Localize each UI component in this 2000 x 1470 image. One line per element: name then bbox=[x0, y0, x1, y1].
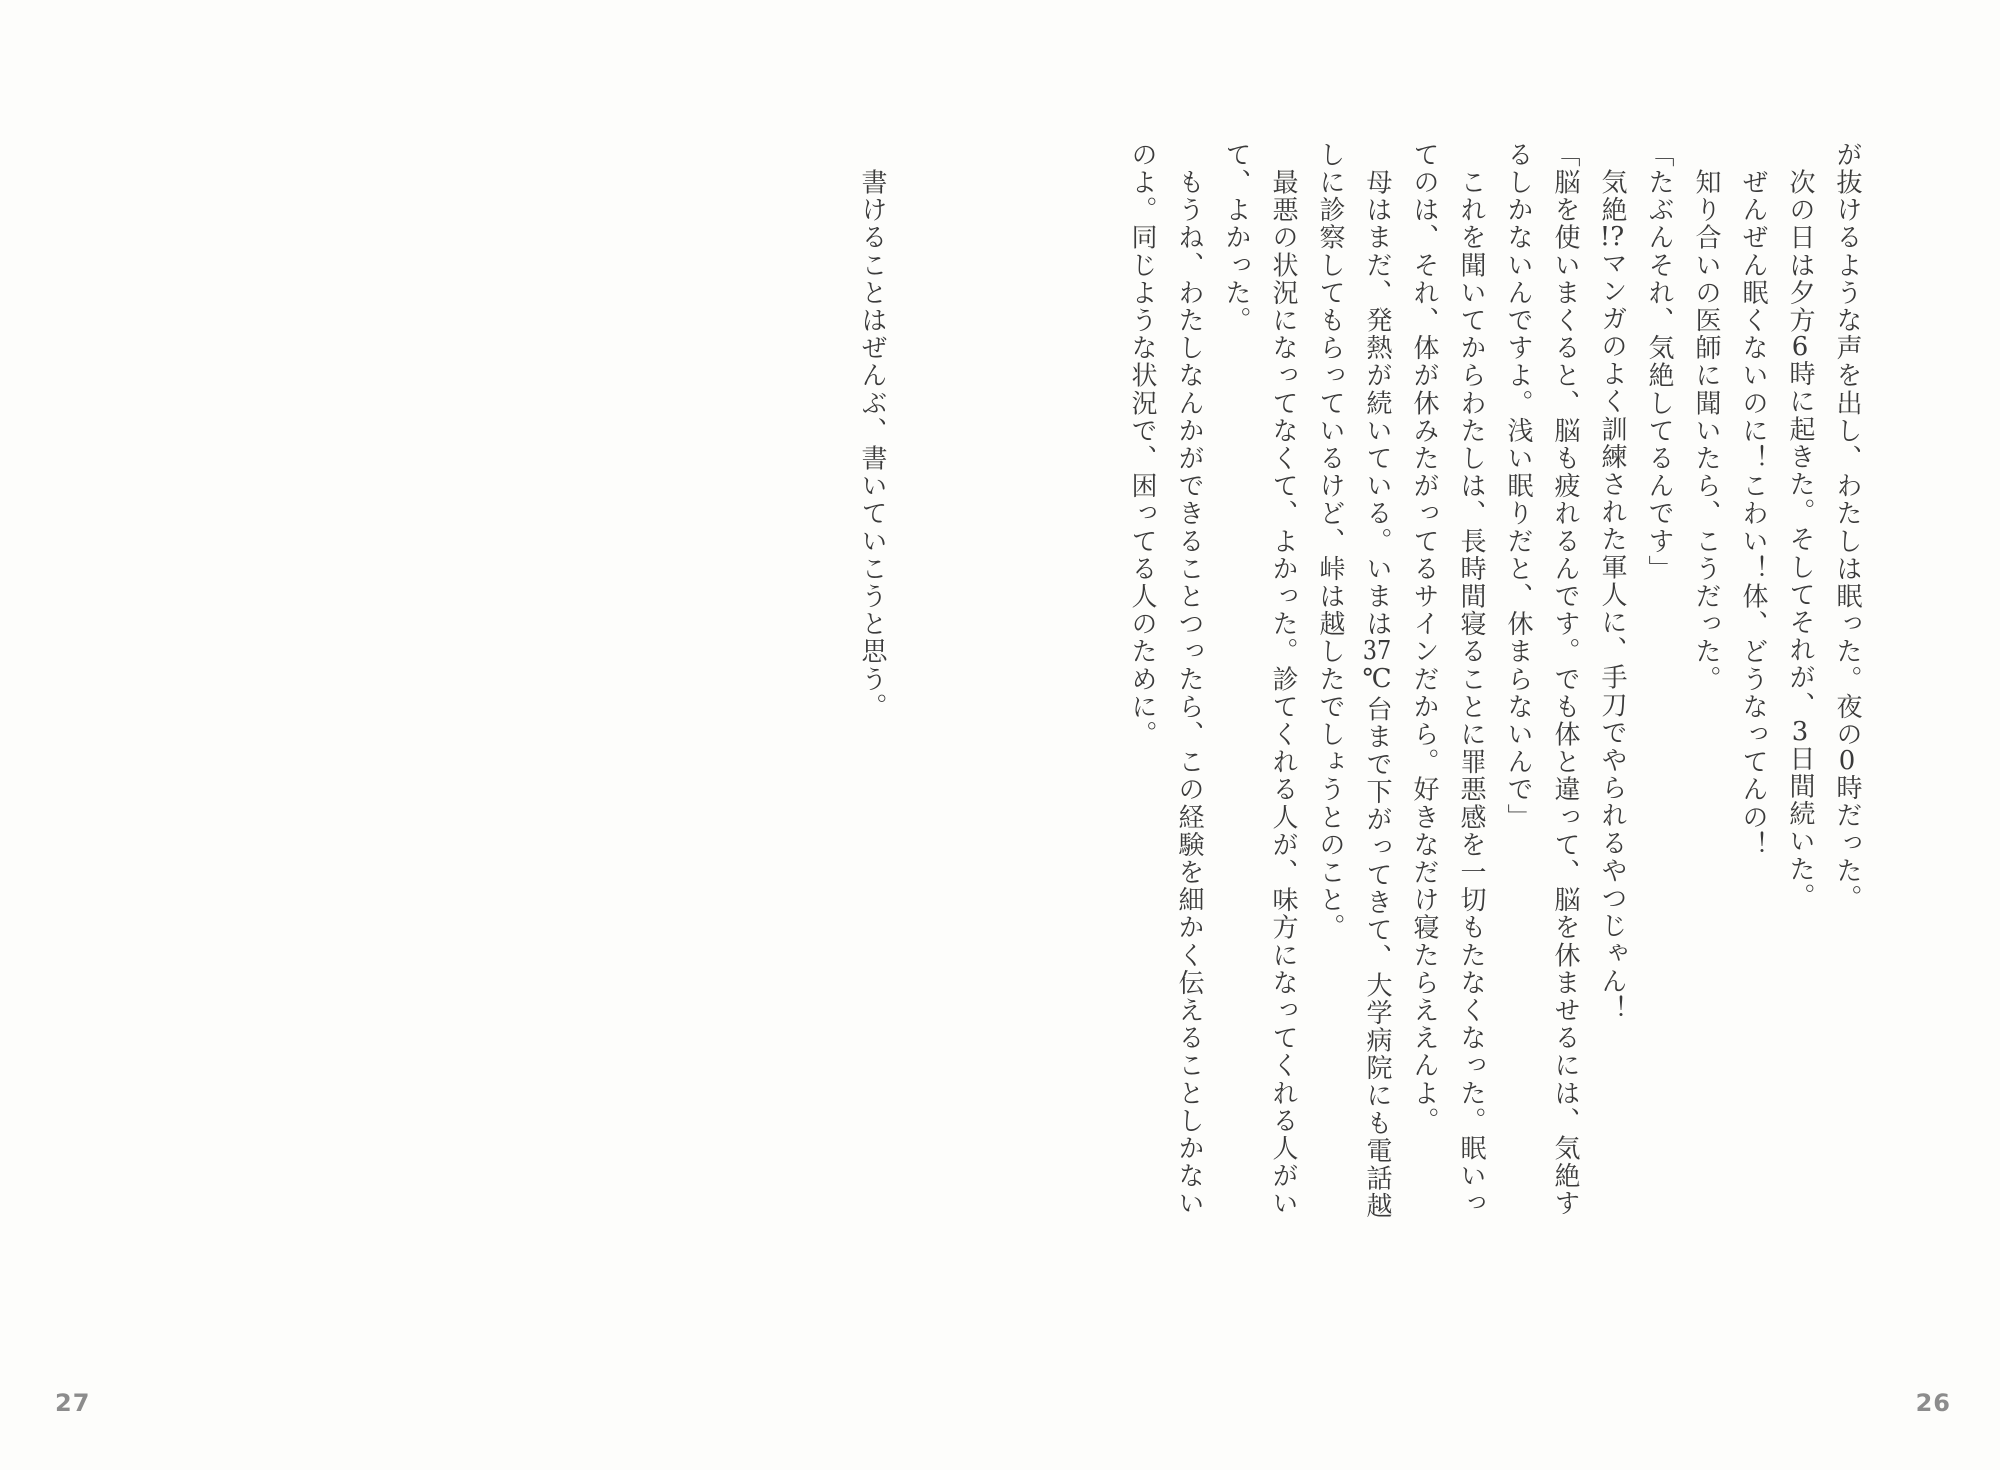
text-line: ぜんぜん眠くないのに！こわい！体、どうなってんの！ bbox=[1738, 141, 1768, 859]
text-line: 最悪の状況になってなくて、よかった。診てくれる人が、味方になってくれる人がい bbox=[1268, 141, 1298, 1218]
text-line: 母はまだ、発熱が続いている。いまは37℃台まで下がってきて、大学病院にも電話越 bbox=[1362, 141, 1392, 1220]
text-line: 書けることはぜんぶ、書いていこうと思う。 bbox=[857, 141, 887, 721]
text-line: 知り合いの医師に聞いたら、こうだった。 bbox=[1691, 141, 1721, 693]
text-line: るしかないんですよ。浅い眠りだと、休まらないんで」 bbox=[1503, 141, 1533, 831]
tate-chu-yoko: 0 bbox=[1838, 748, 1856, 775]
tate-chu-yoko: !? bbox=[1599, 223, 1625, 250]
text-line: これを聞いてからわたしは、長時間寝ることに罪悪感を一切もたなくなった。眠いっ bbox=[1456, 141, 1486, 1218]
text-line: もうね、わたしなんかができることつったら、この経験を細かく伝えることしかない bbox=[1174, 141, 1204, 1218]
page-number-left: 27 bbox=[55, 1389, 91, 1417]
tate-chu-yoko: 6 bbox=[1791, 334, 1809, 361]
text-line: 「たぶんそれ、気絶してるんです」 bbox=[1644, 141, 1674, 583]
text-line: が抜けるような声を出し、わたしは眠った。夜の0時だった。 bbox=[1832, 141, 1862, 913]
text-line: てのは、それ、体が休みたがってるサインだから。好きなだけ寝たらええんよ。 bbox=[1409, 141, 1439, 1135]
text-line: 「脳を使いまくると、脳も疲れるんです。でも体と違って、脳を休ませるには、気絶す bbox=[1550, 141, 1580, 1218]
text-line: 次の日は夕方6時に起きた。そしてそれが、3日間続いた。 bbox=[1785, 141, 1815, 911]
text-line: しに診察してもらっているけど、峠は越したでしょうとのこと。 bbox=[1315, 141, 1345, 942]
text-line: て、よかった。 bbox=[1221, 141, 1251, 335]
text-line: 気絶!?マンガのよく訓練された軍人に、手刀でやられるやつじゃん！ bbox=[1597, 141, 1627, 1023]
tate-chu-yoko: 37 bbox=[1362, 637, 1392, 664]
text-line: のよ。同じような状況で、困ってる人のために。 bbox=[1127, 141, 1157, 749]
left-page-body-text bbox=[848, 141, 895, 721]
right-page bbox=[1000, 0, 2000, 1470]
page-number-right: 26 bbox=[1915, 1389, 1951, 1417]
right-page-body-text bbox=[1118, 141, 1870, 1220]
tate-chu-yoko: 3 bbox=[1791, 719, 1809, 746]
